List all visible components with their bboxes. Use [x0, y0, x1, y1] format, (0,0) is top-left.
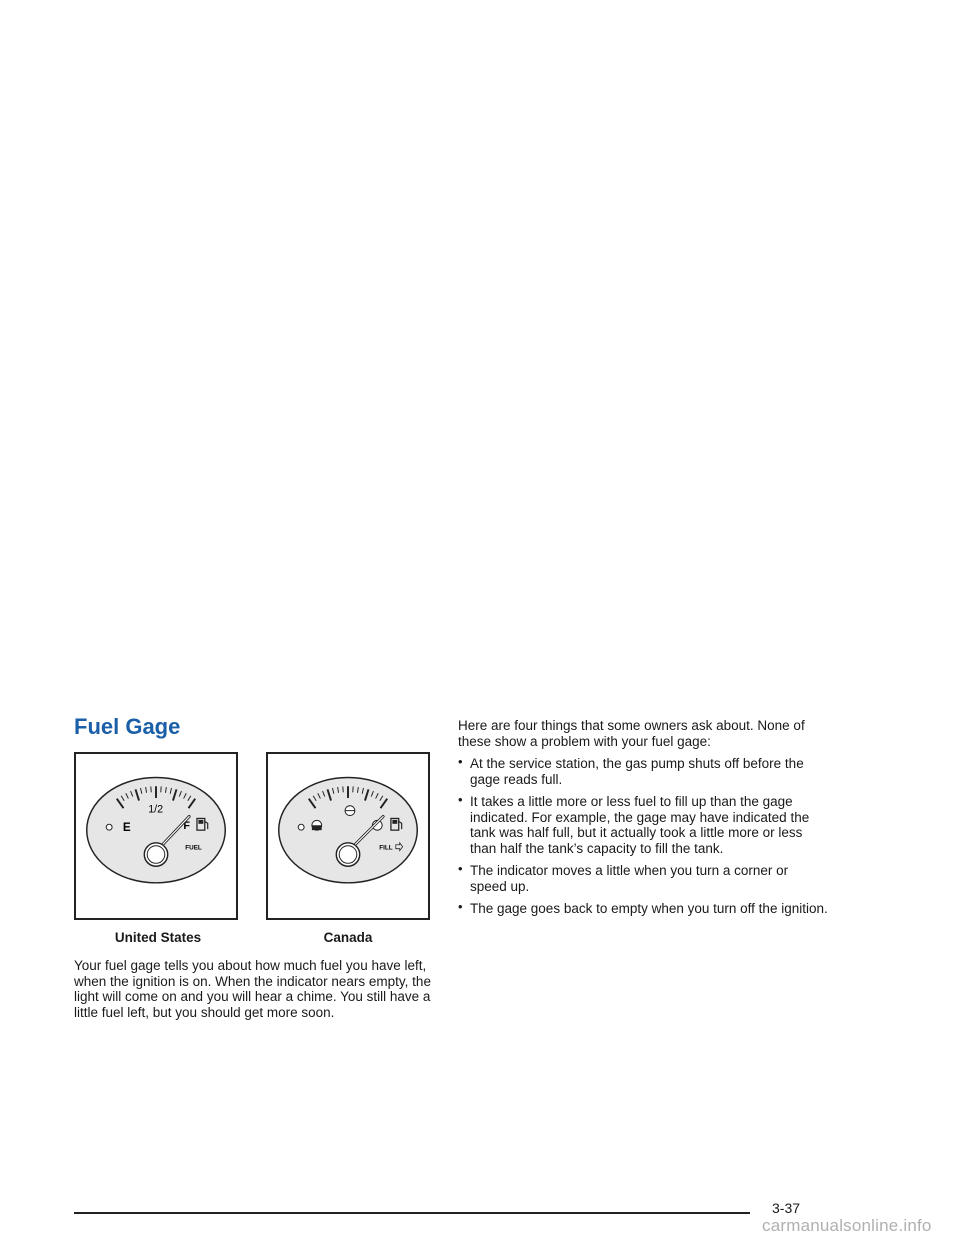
bullet-icon: •	[458, 861, 463, 876]
bullet-icon: •	[458, 792, 463, 807]
gauge-label-word: FUEL	[185, 844, 202, 852]
list-item-text: The gage goes back to empty when you turn off the ignition.	[470, 901, 828, 916]
bullet-icon: •	[458, 754, 463, 769]
list-item-text: The indicator moves a little when you turn a corner or speed up.	[470, 863, 789, 894]
gauge-label-empty: E	[122, 821, 131, 835]
indicator-light-icon	[298, 824, 304, 830]
gauge-label-full: F	[183, 820, 190, 833]
section-title: Fuel Gage	[74, 714, 181, 739]
fuel-gauge-us-figure	[74, 752, 238, 920]
bullet-icon: •	[458, 899, 463, 914]
fuel-gauge-us	[76, 754, 236, 918]
indicator-light-icon	[106, 824, 112, 830]
fuel-gage-description: Your fuel gage tells you about how much fuel you have left, when the ignition is on. When the indicator nears empty, the light will come on and you will hear a chime. You still have a little fuel left, but you should get more soon.	[74, 958, 431, 1020]
fuel-gauge-canada	[268, 754, 428, 918]
empty-symbol-icon	[312, 820, 322, 830]
fuel-gauge-canada-figure	[266, 752, 430, 920]
gauge-hub	[144, 843, 167, 866]
list-item-text: It takes a little more or less fuel to fill up than the gage indicated. For example, the gage may have indicated the tank was half full, but it actually took a little more or less than half the tank’s capacity to fill the tank.	[470, 794, 810, 856]
page-number: 3-37	[772, 1200, 801, 1216]
faq-list	[458, 756, 828, 924]
figure-caption-us: United States	[114, 930, 202, 945]
list-item	[458, 756, 828, 787]
list-item-text: At the service station, the gas pump shuts off before the gage reads full.	[470, 756, 804, 787]
list-item	[458, 794, 828, 856]
list-item	[458, 863, 828, 894]
footer-rule	[74, 1212, 750, 1214]
gauge-label-word: FILL	[379, 844, 393, 852]
figure-caption-canada: Canada	[323, 930, 373, 945]
watermark: carmanualsonline.info	[762, 1216, 932, 1235]
gauge-label-half: 1/2	[148, 803, 164, 816]
half-symbol-icon	[345, 806, 355, 816]
gauge-hub	[336, 843, 359, 866]
list-item	[458, 901, 828, 917]
faq-intro: Here are four things that some owners ask about. None of these show a problem with your fuel gage:	[458, 718, 805, 749]
